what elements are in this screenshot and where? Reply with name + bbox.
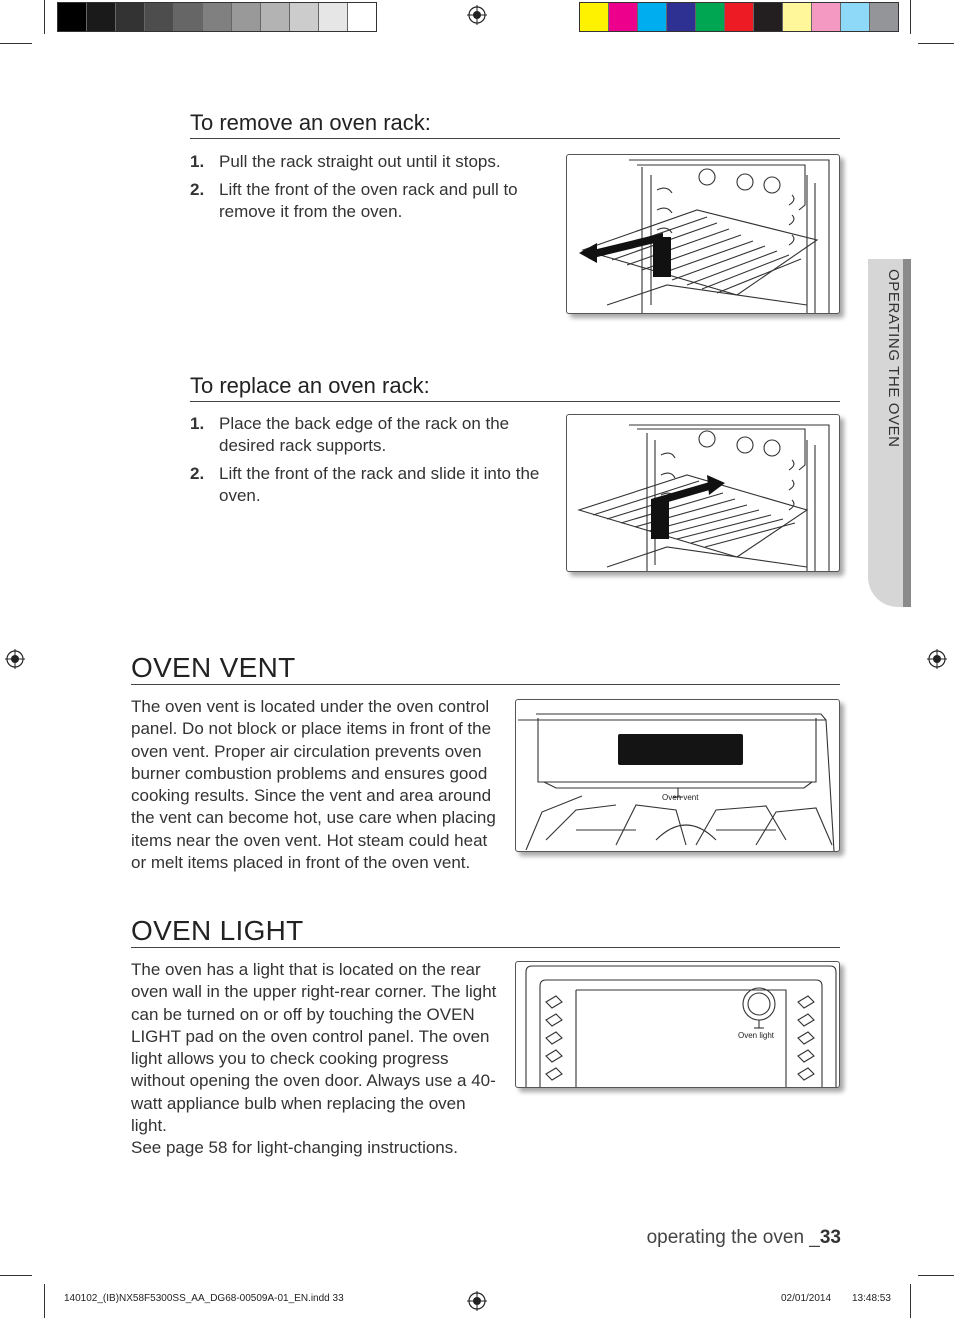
crop-mark [910,0,911,34]
color-swatch [812,3,841,31]
list-item [190,463,545,507]
list-item [190,151,545,173]
oven-light-reference: See page 58 for light-changing instructions. [131,1138,458,1158]
page-number: 33 [819,1227,841,1248]
slug-time: 13:48:53 [852,1293,891,1304]
registration-mark-icon [5,649,25,669]
color-swatch [870,3,898,31]
color-swatch [145,3,174,31]
crop-mark [918,1275,954,1276]
step-text: Lift the front of the rack and slide it into the oven. [219,464,540,505]
page-footer [647,1227,841,1249]
color-swatch [754,3,783,31]
oven-light-body [131,959,506,1160]
section-side-tab [868,259,911,607]
color-swatch [580,3,609,31]
color-swatch [667,3,696,31]
oven-vent-callout: Oven vent [662,793,699,802]
step-text: Pull the rack straight out until it stops. [219,152,501,171]
color-swatch [261,3,290,31]
crop-mark [0,43,32,44]
replace-rack-illustration [566,414,840,572]
crop-mark [44,0,45,34]
side-tab-bar [903,259,911,607]
oven-light-heading: OVEN LIGHT [131,915,840,948]
grayscale-color-bar [57,2,377,32]
oven-light-paragraph: The oven has a light that is located on the rear oven wall in the upper right-rear corner. The light can be turned on or off by touching the OVEN LIGHT pad on the oven control panel. The oven light allows you to check cooking progress without opening the oven door. Always use a 40-watt appliance bulb when replacing the oven light. [131,960,497,1136]
color-swatch [58,3,87,31]
color-swatch [638,3,667,31]
color-swatch [696,3,725,31]
step-number: 2. [190,464,205,483]
list-item [190,413,545,457]
replace-rack-steps [190,413,545,513]
step-number: 1. [190,152,205,171]
slug-date: 02/01/2014 [781,1293,832,1304]
step-number: 2. [190,180,205,199]
color-swatch [319,3,348,31]
oven-vent-body: The oven vent is located under the oven control panel. Do not block or place items in front of the oven vent. Proper air circulation prevents oven burner combustion problems and ensures good cooking results. Since the vent and area around the vent can become hot, use care when placing items near the oven vent. Hot steam could heat or melt items placed in front of the oven vent. [131,697,496,873]
step-text: Lift the front of the oven rack and pull to remove it from the oven. [219,180,518,221]
crop-mark [910,1284,911,1318]
replace-rack-heading: To replace an oven rack: [190,373,840,402]
file-slug: 140102_(IB)NX58F5300SS_AA_DG68-00509A-01_EN.indd 33 [64,1293,344,1304]
registration-mark-icon [927,649,947,669]
oven-vent-illustration [515,699,840,852]
color-swatch [87,3,116,31]
process-color-bar [579,2,899,32]
registration-mark-icon [467,5,487,25]
color-swatch [203,3,232,31]
oven-light-callout: Oven light [738,1031,775,1040]
color-swatch [609,3,638,31]
color-swatch [725,3,754,31]
color-swatch [783,3,812,31]
remove-rack-steps [190,151,545,229]
remove-rack-illustration [566,154,840,314]
crop-mark [918,43,954,44]
color-swatch [348,3,376,31]
side-tab-label: OPERATING THE OVEN [885,269,902,448]
color-swatch [232,3,261,31]
list-item [190,179,545,223]
remove-rack-heading: To remove an oven rack: [190,110,840,139]
color-swatch [174,3,203,31]
color-swatch [841,3,870,31]
color-swatch [116,3,145,31]
oven-light-illustration [515,961,840,1088]
registration-mark-icon [467,1291,487,1311]
crop-mark [0,1275,32,1276]
oven-vent-heading: OVEN VENT [131,652,840,685]
step-number: 1. [190,414,205,433]
footer-section-name: operating the oven _ [646,1227,820,1248]
crop-mark [44,1284,45,1318]
color-swatch [290,3,319,31]
step-text: Place the back edge of the rack on the desired rack supports. [219,414,510,455]
